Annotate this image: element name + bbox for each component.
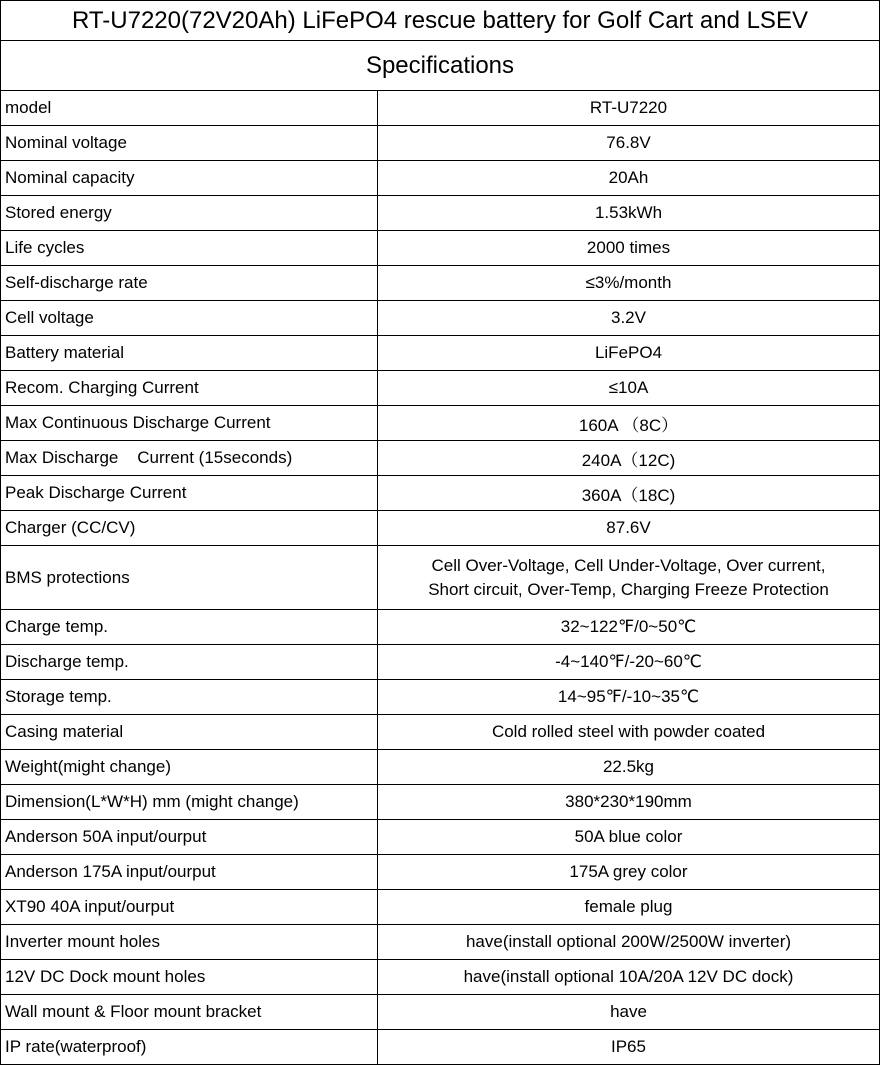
- spec-label: Nominal voltage: [1, 126, 378, 161]
- spec-value: 175A grey color: [378, 855, 880, 890]
- spec-label: Casing material: [1, 715, 378, 750]
- spec-label: Charge temp.: [1, 610, 378, 645]
- table-row: [1, 406, 880, 441]
- spec-value: have(install optional 10A/20A 12V DC dock): [378, 960, 880, 995]
- spec-label: Stored energy: [1, 196, 378, 231]
- table-row: [1, 995, 880, 1030]
- spec-value: ≤10A: [378, 371, 880, 406]
- spec-label: Anderson 175A input/ourput: [1, 855, 378, 890]
- table-row: [1, 371, 880, 406]
- spec-label: BMS protections: [1, 546, 378, 610]
- spec-value: 20Ah: [378, 161, 880, 196]
- table-row: [1, 126, 880, 161]
- table-row: [1, 231, 880, 266]
- spec-label: XT90 40A input/ourput: [1, 890, 378, 925]
- spec-label: Inverter mount holes: [1, 925, 378, 960]
- spec-value-line: Short circuit, Over-Temp, Charging Freeze Protection: [428, 579, 829, 599]
- table-row: [1, 855, 880, 890]
- spec-value: 360A（18C): [378, 476, 880, 511]
- spec-value: 240A（12C): [378, 441, 880, 476]
- spec-value: 380*230*190mm: [378, 785, 880, 820]
- spec-value: 76.8V: [378, 126, 880, 161]
- spec-value-line: Cell Over-Voltage, Cell Under-Voltage, Over current,: [431, 555, 826, 575]
- spec-value: have: [378, 995, 880, 1030]
- spec-label: Life cycles: [1, 231, 378, 266]
- spec-value: 3.2V: [378, 301, 880, 336]
- table-row: [1, 1030, 880, 1065]
- spec-label: Dimension(L*W*H) mm (might change): [1, 785, 378, 820]
- spec-value: 1.53kWh: [378, 196, 880, 231]
- table-row: [1, 750, 880, 785]
- page-title: RT-U7220(72V20Ah) LiFePO4 rescue battery for Golf Cart and LSEV: [1, 1, 880, 41]
- table-row: [1, 925, 880, 960]
- title-row: [1, 1, 880, 41]
- spec-value: [378, 546, 880, 610]
- spec-label: IP rate(waterproof): [1, 1030, 378, 1065]
- spec-label: Max Continuous Discharge Current: [1, 406, 378, 441]
- spec-label: Max Discharge Current (15seconds): [1, 441, 378, 476]
- spec-label: Anderson 50A input/ourput: [1, 820, 378, 855]
- spec-value: 32~122℉/0~50℃: [378, 610, 880, 645]
- table-row: [1, 645, 880, 680]
- spec-value: 14~95℉/-10~35℃: [378, 680, 880, 715]
- spec-value: -4~140℉/-20~60℃: [378, 645, 880, 680]
- table-row: [1, 161, 880, 196]
- spec-label: Peak Discharge Current: [1, 476, 378, 511]
- table-row: [1, 336, 880, 371]
- spec-value: female plug: [378, 890, 880, 925]
- spec-label: 12V DC Dock mount holes: [1, 960, 378, 995]
- table-row: [1, 546, 880, 610]
- section-heading: Specifications: [1, 41, 880, 91]
- table-row: [1, 610, 880, 645]
- spec-label: Wall mount & Floor mount bracket: [1, 995, 378, 1030]
- table-row: [1, 476, 880, 511]
- table-row: [1, 266, 880, 301]
- spec-label: Storage temp.: [1, 680, 378, 715]
- table-row: [1, 511, 880, 546]
- spec-label: Battery material: [1, 336, 378, 371]
- spec-label: model: [1, 91, 378, 126]
- spec-label: Weight(might change): [1, 750, 378, 785]
- subtitle-row: [1, 41, 880, 91]
- spec-label: Self-discharge rate: [1, 266, 378, 301]
- table-row: [1, 441, 880, 476]
- table-row: [1, 91, 880, 126]
- table-row: [1, 680, 880, 715]
- spec-value: 2000 times: [378, 231, 880, 266]
- spec-label: Charger (CC/CV): [1, 511, 378, 546]
- spec-value: 87.6V: [378, 511, 880, 546]
- spec-label: Nominal capacity: [1, 161, 378, 196]
- spec-value: IP65: [378, 1030, 880, 1065]
- spec-label: Discharge temp.: [1, 645, 378, 680]
- table-row: [1, 715, 880, 750]
- spec-label: Recom. Charging Current: [1, 371, 378, 406]
- spec-label: Cell voltage: [1, 301, 378, 336]
- spec-value: have(install optional 200W/2500W inverter): [378, 925, 880, 960]
- spec-value: Cold rolled steel with powder coated: [378, 715, 880, 750]
- table-row: [1, 820, 880, 855]
- table-row: [1, 785, 880, 820]
- spec-value: RT-U7220: [378, 91, 880, 126]
- spec-value: 22.5kg: [378, 750, 880, 785]
- table-row: [1, 196, 880, 231]
- spec-value: 160A （8C）: [378, 406, 880, 441]
- table-row: [1, 301, 880, 336]
- spec-value: LiFePO4: [378, 336, 880, 371]
- table-row: [1, 890, 880, 925]
- spec-value: ≤3%/month: [378, 266, 880, 301]
- table-row: [1, 960, 880, 995]
- spec-value: 50A blue color: [378, 820, 880, 855]
